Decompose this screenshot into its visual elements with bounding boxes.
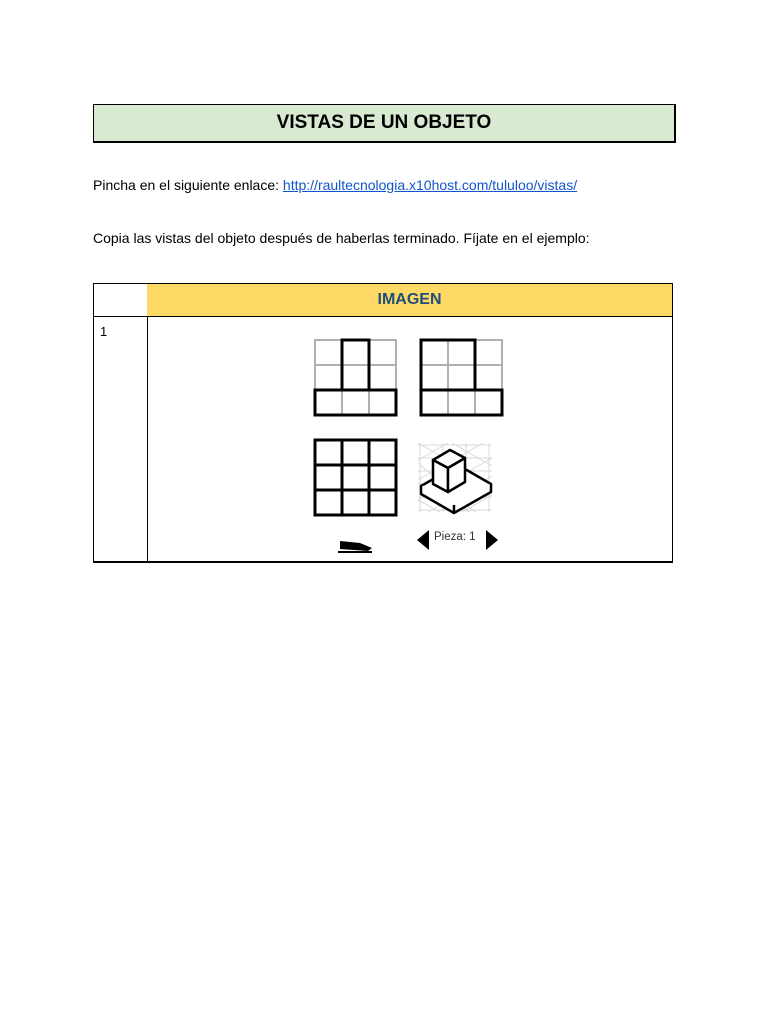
eraser-icon[interactable] bbox=[338, 541, 372, 552]
isometric-view bbox=[418, 443, 492, 513]
front-view bbox=[315, 340, 396, 415]
link-prefix: Pincha en el siguiente enlace: bbox=[93, 177, 283, 193]
vistas-link[interactable]: http://raultecnologia.x10host.com/tululoo/vistas/ bbox=[282, 177, 578, 193]
copy-instructions: Copia las vistas del objeto después de haberlas terminado. Fíjate en el ejemplo: bbox=[93, 230, 590, 246]
side-view bbox=[421, 340, 502, 415]
top-view bbox=[315, 440, 396, 515]
piece-label: Pieza: 1 bbox=[434, 531, 476, 543]
header-image-cell: IMAGEN bbox=[147, 283, 673, 317]
page-title: VISTAS DE UN OBJETO bbox=[93, 104, 676, 143]
prev-arrow-icon[interactable] bbox=[417, 530, 429, 550]
row-number: 1 bbox=[93, 316, 148, 563]
next-arrow-icon[interactable] bbox=[486, 530, 498, 550]
